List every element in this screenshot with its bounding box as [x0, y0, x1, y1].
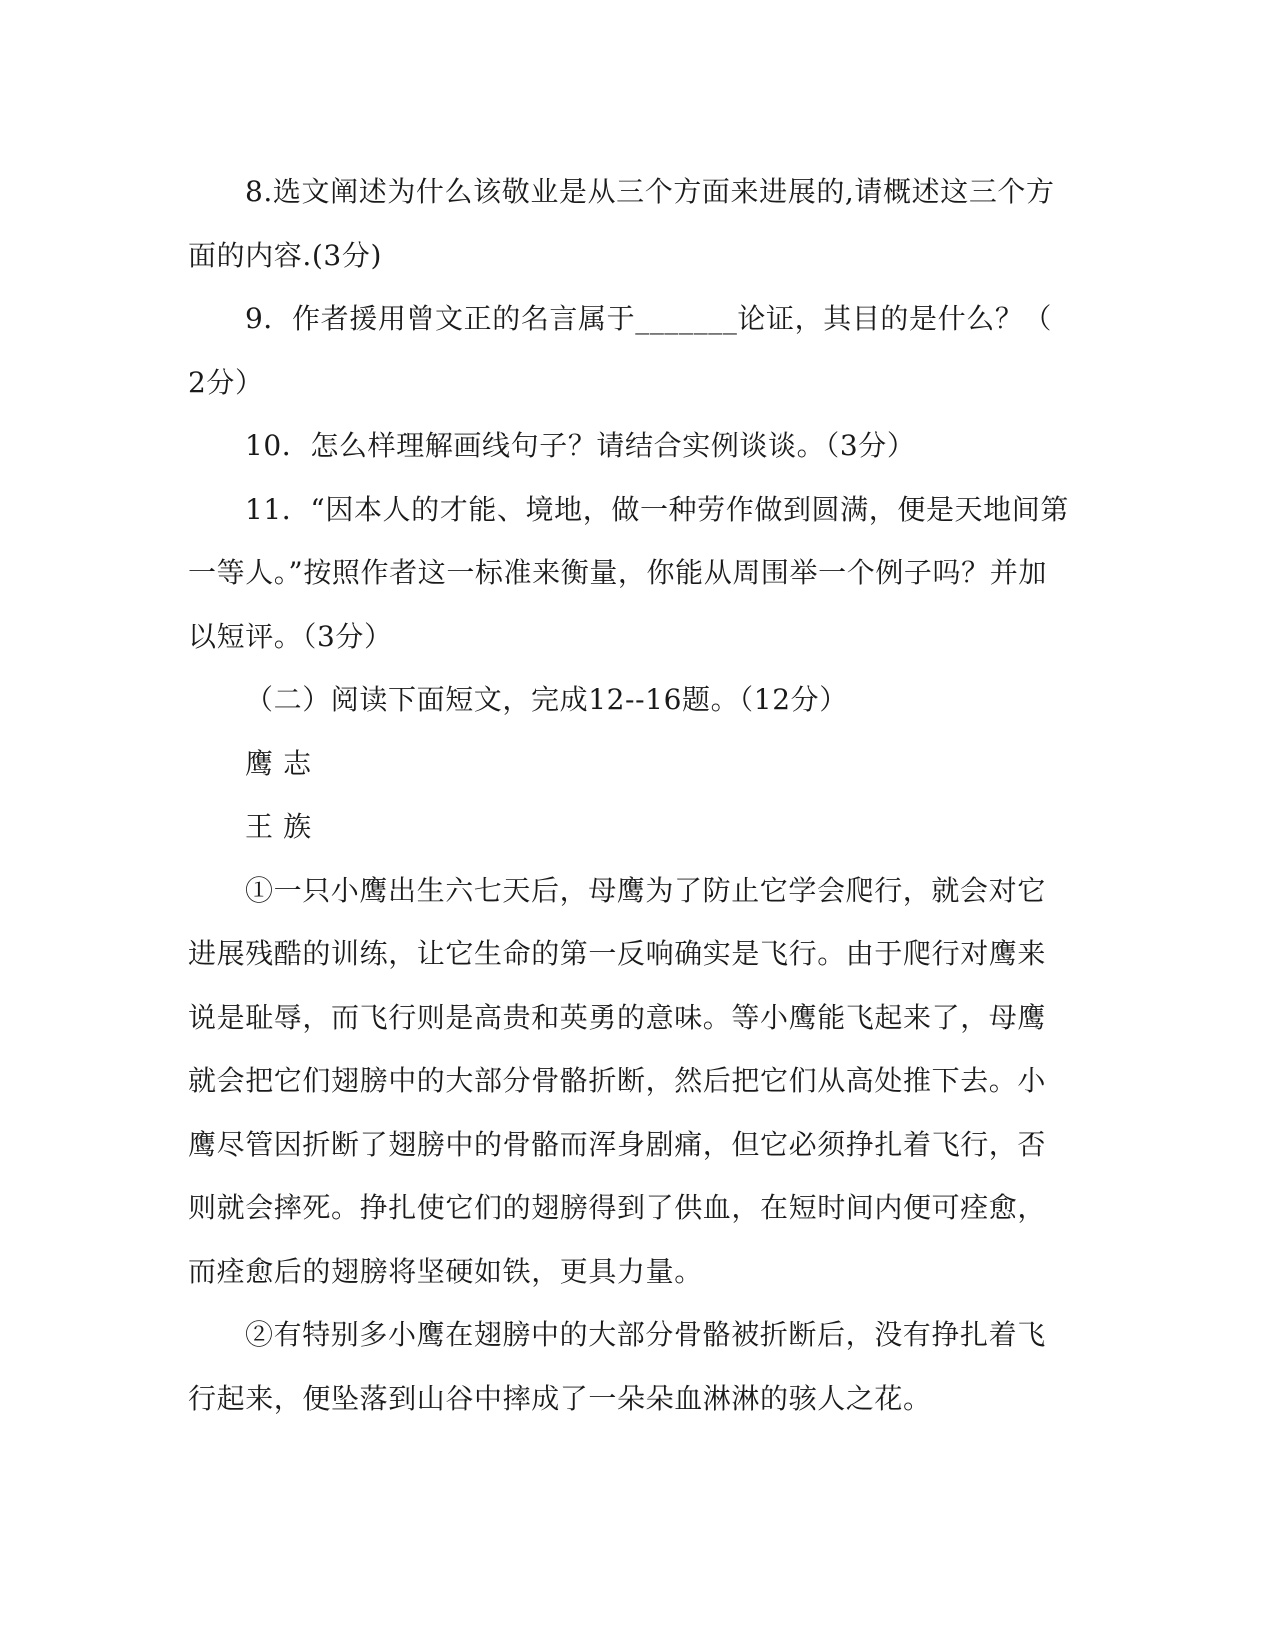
question-9-line-2: 2分）	[188, 365, 264, 399]
paragraph-1-line-5: 鹰尽管因折断了翅膀中的骨骼而浑身剧痛，但它必须挣扎着飞行，否	[188, 1127, 1047, 1161]
paragraph-1-line-6: 则就会摔死。挣扎使它们的翅膀得到了供血，在短时间内便可痊愈，	[188, 1191, 1047, 1224]
article-author-text: 王 族	[245, 810, 312, 843]
question-11-line-1: 11．“因本人的才能、境地，做一种劳作做到圆满，便是天地间第	[245, 492, 1069, 526]
paragraph-1-line-2: 进展残酷的训练，让它生命的第一反响确实是飞行。由于爬行对鹰来	[188, 937, 1047, 970]
question-11-line-3: 以短评。（3分）	[188, 619, 393, 653]
question-8	[188, 160, 1078, 287]
question-11	[188, 478, 1078, 669]
section-2-heading-text: （二）阅读下面短文，完成12--16题。（12分）	[245, 683, 848, 716]
question-10-line-1: 10．怎么样理解画线句子？请结合实例谈谈。（3分）	[245, 429, 916, 462]
paragraph-1-line-1: ①一只小鹰出生六七天后，母鹰为了防止它学会爬行，就会对它	[245, 873, 1046, 907]
question-9-line-1: 9．作者援用曾文正的名言属于_______论证，其目的是什么？（	[245, 302, 1053, 335]
question-11-line-2: 一等人。”按照作者这一标准来衡量，你能从周围举一个例子吗？并加	[188, 556, 1047, 589]
question-8-line-1: 8.选文阐述为什么该敬业是从三个方面来进展的,请概述这三个方	[245, 175, 1055, 208]
article-paragraph-1	[188, 859, 1078, 1304]
article-title	[188, 732, 1078, 796]
question-9	[188, 287, 1078, 414]
paragraph-2-line-2: 行起来，便坠落到山谷中摔成了一朵朵血淋淋的骇人之花。	[188, 1381, 932, 1415]
document-body	[188, 160, 1078, 1430]
paragraph-1-line-4: 就会把它们翅膀中的大部分骨骼折断，然后把它们从高处推下去。小	[188, 1064, 1047, 1097]
paragraph-2-line-1: ②有特别多小鹰在翅膀中的大部分骨骼被折断后，没有挣扎着飞	[245, 1318, 1046, 1351]
section-2-heading	[188, 668, 1078, 732]
article-author	[188, 795, 1078, 859]
question-10	[188, 414, 1078, 478]
article-paragraph-2	[188, 1303, 1078, 1430]
paragraph-1-line-7: 而痊愈后的翅膀将坚硬如铁，更具力量。	[188, 1254, 703, 1288]
question-8-line-2: 面的内容.(3分)	[188, 238, 382, 272]
article-title-text: 鹰 志	[245, 746, 312, 780]
paragraph-1-line-3: 说是耻辱，而飞行则是高贵和英勇的意味。等小鹰能飞起来了，母鹰	[188, 1000, 1047, 1034]
